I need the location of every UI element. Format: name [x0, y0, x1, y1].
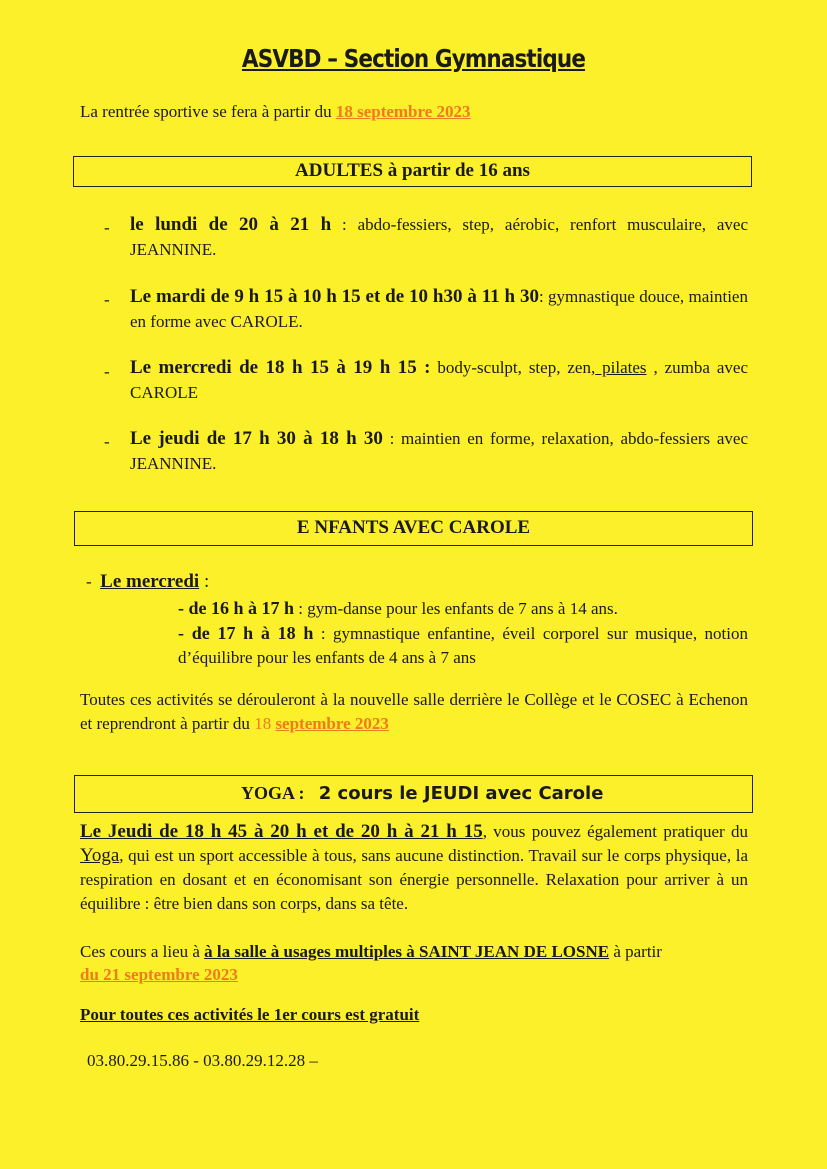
- yoga-heading-box: [74, 775, 753, 813]
- page-title: ASVBD – Section Gymnastique: [241, 44, 586, 73]
- children-slot-1: [178, 596, 748, 621]
- item-text: : gymnastique douce, maintien en forme avec CAROLE.: [130, 287, 748, 331]
- dash: -: [86, 572, 101, 591]
- children-heading: E NFANTS AVEC CAROLE: [296, 517, 531, 538]
- location-date-day: 18: [254, 714, 276, 733]
- adult-item-tuesday: [130, 284, 748, 334]
- yoga-heading-sub: 2 cours le JEUDI avec Carole: [318, 783, 604, 804]
- item-text: : maintien en forme, relaxation, abdo-fessiers avec JEANNINE.: [130, 429, 748, 473]
- location-text: Toutes ces activités se dérouleront à la nouvelle salle derrière le Collège et le COSEC à Echenon et reprendront à partir du: [80, 690, 748, 733]
- item-text-underlined: pilates: [595, 358, 647, 377]
- item-text: , zumba avec CAROLE: [130, 358, 748, 402]
- intro-line: [80, 100, 471, 124]
- intro-text: La rentrée sportive se fera à partir du: [80, 102, 336, 121]
- slot-text: : gymnastique enfantine, éveil corporel sur musique, notion d’équilibre pour les enfants de 4 ans à 7 ans: [178, 624, 748, 667]
- children-heading-box: [74, 511, 753, 546]
- adults-heading: ADULTES à partir de 16 ans: [295, 160, 530, 181]
- children-day: Le mercredi: [100, 571, 200, 592]
- yoga-date: du 21 septembre 2023: [80, 965, 238, 984]
- location-date-rest: septembre 2023: [275, 714, 389, 733]
- slot-text: : gym-danse pour les enfants de 7 ans à 14 ans.: [294, 599, 618, 618]
- children-slot-2: [178, 621, 748, 670]
- yoga-place: à la salle à usages multiples à SAINT JEAN DE LOSNE: [204, 942, 610, 961]
- intro-date: 18 septembre 2023: [335, 102, 471, 121]
- item-lead: Le jeudi de 17 h 30 à 18 h 30: [130, 428, 383, 449]
- adults-heading-box: [73, 156, 752, 187]
- yoga-lead: Le Jeudi de 18 h 45 à 20 h et de 20 h à 21 h 15: [80, 821, 483, 842]
- slot-lead: - de 17 h à 18 h: [178, 623, 314, 643]
- yoga-place-line: [80, 940, 748, 964]
- item-text: : abdo-fessiers, step, aérobic, renfort musculaire, avec JEANNINE.: [130, 215, 748, 259]
- yoga-place-text: Ces cours a lieu à: [80, 942, 205, 961]
- location-paragraph: [80, 688, 748, 736]
- item-lead: le lundi de 20 à 21 h: [130, 214, 332, 235]
- item-text: body-sculpt, step, zen,: [430, 358, 596, 377]
- dash: -: [104, 362, 110, 381]
- slot-lead: - de 16 h à 17 h: [178, 598, 295, 618]
- yoga-heading-label: YOGA :: [241, 783, 305, 803]
- yoga-text: , qui est un sport accessible à tous, sans aucune distinction. Travail sur le corps physique, la respiration en dosant et en économisant son énergie personnelle. Relaxation pour arriver à un équilibre : être bien dans son corps, dans sa tête.: [80, 846, 748, 913]
- dash: -: [104, 218, 110, 237]
- children-day-line: [86, 571, 209, 593]
- adult-item-wednesday: [130, 355, 748, 405]
- phone-numbers: 03.80.29.15.86 - 03.80.29.12.28 –: [87, 1051, 318, 1070]
- dash: -: [104, 432, 110, 451]
- yoga-word: Yoga: [80, 845, 120, 866]
- yoga-text: , vous pouvez également pratiquer du: [482, 822, 748, 841]
- yoga-paragraph: [80, 820, 748, 916]
- item-lead: Le mercredi de 18 h 15 à 19 h 15 :: [130, 357, 431, 378]
- children-day-suffix: :: [199, 571, 210, 592]
- adult-item-thursday: [130, 426, 748, 476]
- yoga-place-after: à partir: [609, 942, 662, 961]
- item-lead: Le mardi de 9 h 15 à 10 h 15 et de 10 h30 à 11 h 30: [130, 286, 539, 307]
- adult-item-monday: [130, 212, 748, 262]
- free-course-note: Pour toutes ces activités le 1er cours est gratuit: [80, 1005, 420, 1024]
- yoga-date-line: [80, 963, 238, 987]
- dash: -: [104, 290, 110, 309]
